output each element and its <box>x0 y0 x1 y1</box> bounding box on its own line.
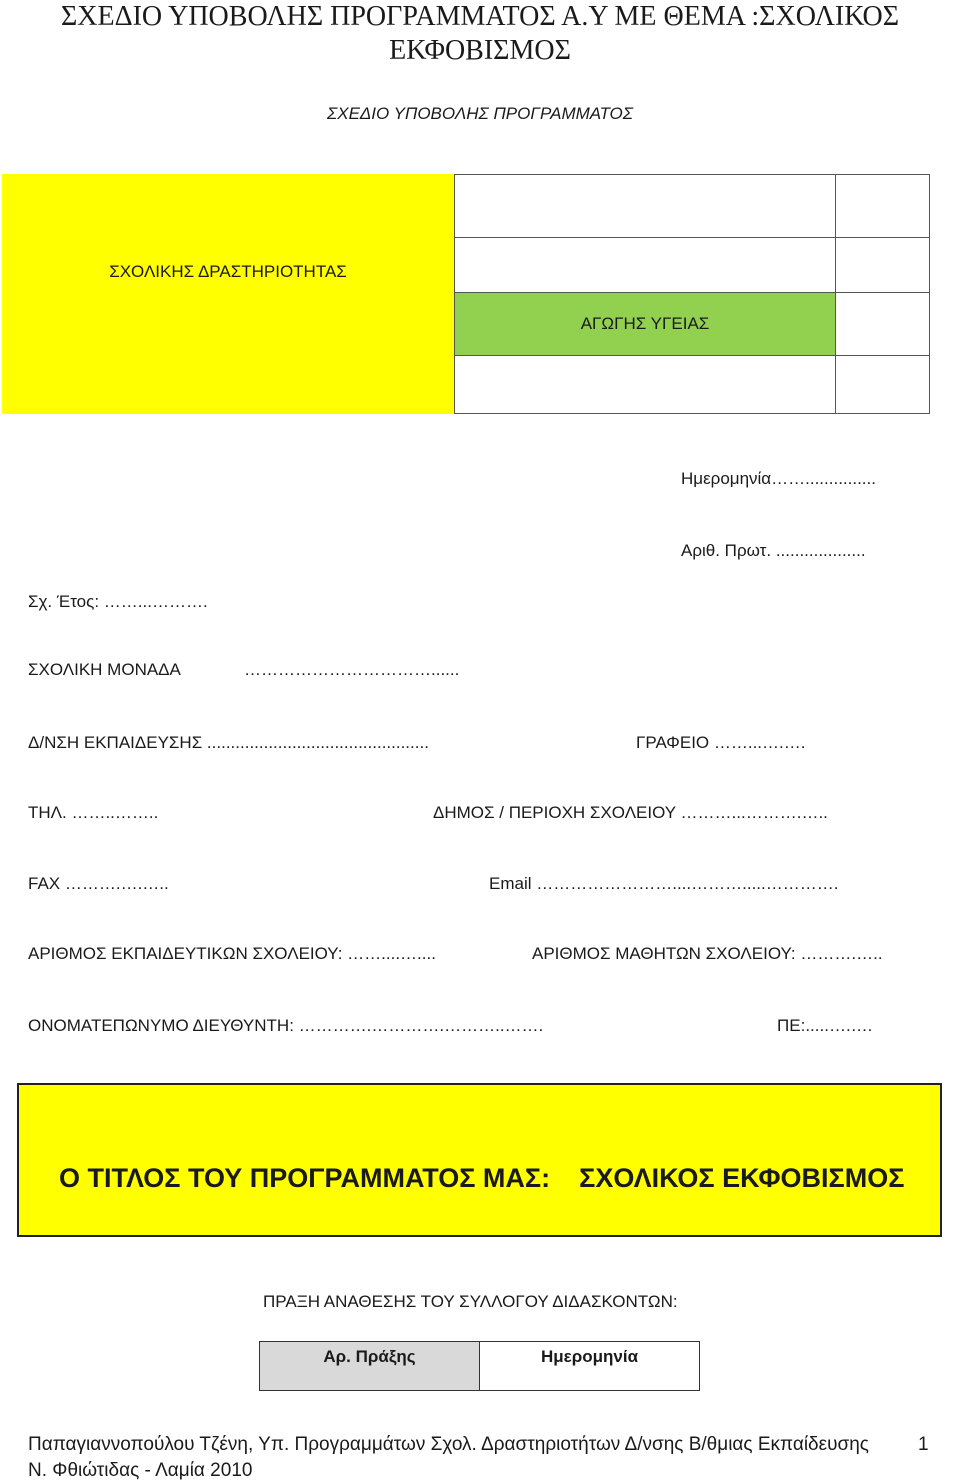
act-date-header: Ημερομηνία <box>540 1347 639 1366</box>
subtitle: ΣΧΕΔΙΟ ΥΠΟΒΟΛΗΣ ΠΡΟΓΡΑΜΜΑΤΟΣ <box>327 104 633 123</box>
grid-cell-empty[interactable] <box>454 355 836 414</box>
office-field[interactable]: ΓΡΑΦΕΙΟ ……...….…. <box>636 733 806 752</box>
phone-field[interactable]: ΤΗΛ. ……..…….. <box>28 803 159 822</box>
table-row <box>260 1342 700 1391</box>
program-title-value: ΣΧΟΛΙΚΟΣ ΕΚΦΟΒΙΣΜΟΣ <box>579 1163 905 1193</box>
students-count-field[interactable]: ΑΡΙΘΜΟΣ ΜΑΘΗΤΩΝ ΣΧΟΛΕΙΟΥ: ……….….. <box>532 944 883 963</box>
act-number-header: Αρ. Πράξης <box>323 1347 416 1366</box>
program-title <box>59 1163 904 1194</box>
email-field[interactable]: Email ……………………....……….....…………. <box>489 874 839 893</box>
grid-cell-checkbox[interactable] <box>835 292 930 356</box>
school-year-field[interactable]: Σχ. Έτος: ……...………. <box>28 592 208 611</box>
activity-type-block <box>2 174 454 414</box>
document-title-line2: ΕΚΦΟΒΙΣΜΟΣ <box>389 35 571 66</box>
municipality-field[interactable]: ΔΗΜΟΣ / ΠΕΡΙΟΧΗ ΣΧΟΛΕΙΟΥ ………...……….….. <box>433 803 828 822</box>
school-unit-label: ΣΧΟΛΙΚΗ ΜΟΝΑΔΑ <box>28 660 181 679</box>
document-title-line1: ΣΧΕΔΙΟ ΥΠΟΒΟΛΗΣ ΠΡΟΓΡΑΜΜΑΤΟΣ Α.Υ ΜΕ ΘΕΜΑ :ΣΧΟΛΙΚΟΣ <box>60 1 900 32</box>
teachers-count-field[interactable]: ΑΡΙΘΜΟΣ ΕΚΠΑΙΔΕΥΤΙΚΩΝ ΣΧΟΛΕΙΟΥ: ……....….... <box>28 944 436 963</box>
date-field[interactable]: Ημερομηνία……............... <box>681 469 876 488</box>
activity-type-selected-label: ΑΓΩΓΗΣ ΥΓΕΙΑΣ <box>580 314 710 333</box>
program-title-box <box>17 1083 942 1237</box>
activity-type-label: ΣΧΟΛΙΚΗΣ ΔΡΑΣΤΗΡΙΟΤΗΤΑΣ <box>109 262 347 281</box>
grid-cell-empty[interactable] <box>454 174 836 238</box>
footer-line2: Ν. Φθιώτιδας - Λαμία 2010 <box>28 1460 253 1481</box>
school-unit-field[interactable]: ……………………………...... <box>244 660 460 679</box>
fax-field[interactable]: FAX ……….….….. <box>28 874 169 893</box>
activity-type-selected[interactable] <box>454 292 836 356</box>
footer-line1: Παπαγιαννοπούλου Τζένη, Υπ. Προγραμμάτων Σχολ. Δραστηριοτήτων Δ/νσης Β/θμιας Εκπαίδευσης <box>28 1434 869 1455</box>
protocol-field[interactable]: Αριθ. Πρωτ. ................... <box>681 541 866 560</box>
program-title-label: Ο ΤΙΤΛΟΣ ΤΟΥ ΠΡΟΓΡΑΜΜΑΤΟΣ ΜΑΣ: <box>59 1163 551 1193</box>
grid-cell-empty[interactable] <box>835 174 930 238</box>
directorate-field[interactable]: Δ/ΝΣΗ ΕΚΠΑΙΔΕΥΣΗΣ ............................................... <box>28 733 429 752</box>
act-number-cell[interactable] <box>260 1342 480 1391</box>
grid-cell-empty[interactable] <box>454 237 836 293</box>
activity-type-grid <box>454 174 930 414</box>
document-title <box>0 0 960 68</box>
grid-cell-empty[interactable] <box>835 355 930 414</box>
page-number: 1 <box>918 1434 929 1455</box>
assignment-heading: ΠΡΑΞΗ ΑΝΑΘΕΣΗΣ ΤΟΥ ΣΥΛΛΟΓΟΥ ΔΙΔΑΣΚΟΝΤΩΝ: <box>263 1292 678 1311</box>
specialty-field[interactable]: ΠΕ:.....….…. <box>777 1016 873 1035</box>
grid-cell-empty[interactable] <box>835 237 930 293</box>
act-date-cell[interactable] <box>480 1342 700 1391</box>
footer <box>28 1432 869 1484</box>
principal-field[interactable]: ΟΝΟΜΑΤΕΠΩΝΥΜΟ ΔΙΕΥΘΥΝΤΗ: ………….………….………..……. <box>28 1016 544 1035</box>
assignment-table <box>259 1341 700 1391</box>
